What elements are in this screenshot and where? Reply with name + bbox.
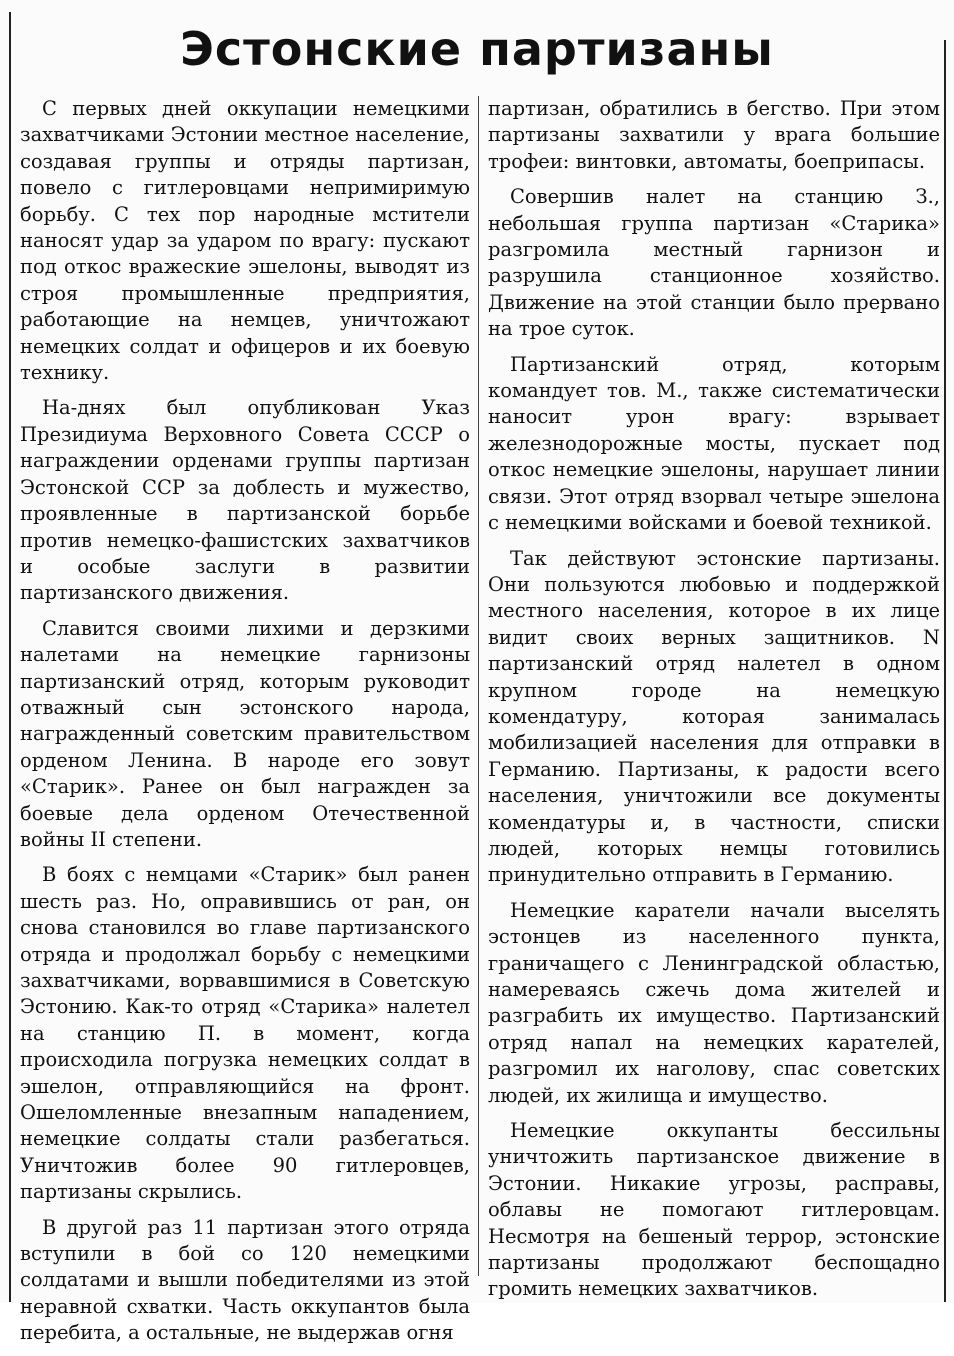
paragraph: В боях с немцами «Старик» был ранен шесть раз. Но, оправившись от ран, он снова становился во главе партизанского отряда и продолжал борьбу с немецкими захватчиками, ворвавшимися в Советскую Эстонию. Как-то отряд «Старика» налетел на станцию П. в момент, когда происходила погрузка немецких солдат в эшелон, отправляющийся на фронт. Ошеломленные внезапным нападением, немецкие солдаты стали разбегаться. Уничтожив более 90 гитлеровцев, партизаны скрылись. <box>20 863 470 1204</box>
paragraph: На-днях был опубликован Указ Президиума Верховного Совета СССР о награждении орденами группы партизан Эстонской ССР за доблесть и мужество, проявленные в партизанской борьбе против немецко-фашистских захватчиков и особые заслуги в развитии партизанского движения. <box>20 396 470 605</box>
right-border-rule <box>944 40 946 1302</box>
paragraph: Немецкие каратели начали выселять эстонцев из населенного пункта, граничащего с Ленинградской областью, намереваясь сжечь дома жителей и разграбить их имущество. Партизанский отряд напал на немецких карателей, разгромил их наголову, спас советских людей, их жилища и имущество. <box>488 898 940 1107</box>
right-column <box>488 96 940 1312</box>
left-border-rule <box>9 12 11 1302</box>
left-column <box>20 96 470 1356</box>
paragraph: Немецкие оккупанты бессильны уничтожить партизанское движение в Эстонии. Никакие угрозы, расправы, облавы не помогают гитлеровцам. Несмотря на бешеный террор, эстонские партизаны продолжают беспощадно громить немецких захватчиков. <box>488 1119 940 1301</box>
paragraph: С первых дней оккупации немецкими захватчиками Эстонии местное население, создавая группы и отряды партизан, повело с гитлеровцами непримиримую борьбу. С тех пор народные мстители наносят удар за ударом по врагу: пускают под откос вражеские эшелоны, выводят из строя промышленные предприятия, работающие на немцев, уничтожают немецких солдат и офицеров и их боевую технику. <box>20 97 470 385</box>
paragraph: В другой раз 11 партизан этого отряда вступили в бой со 120 немецкими солдатами и вышли победителями из этой неравной схватки. Часть оккупантов была перебита, а остальные, не выдержав огня <box>20 1215 470 1345</box>
paragraph: Партизанский отряд, которым командует тов. М., также систематически наносит урон врагу: взрывает железнодорожные мосты, пускает под откос немецкие эшелоны, нарушает линии связи. Этот отряд взорвал четыре эшелона с немецкими войсками и боевой техникой. <box>488 352 940 535</box>
article-title: Эстонские партизаны <box>180 22 774 76</box>
column-divider <box>478 96 479 1276</box>
paragraph: Совершив налет на станцию З., небольшая группа партизан «Старика» разгромила местный гарнизон и разрушила станционное хозяйство. Движение на этой станции было прервано на трое суток. <box>488 185 940 341</box>
paragraph: Славится своими лихими и дерзкими налетами на немецкие гарнизоны партизанский отряд, которым руководит отважный сын эстонского народа, награжденный советским правительством орденом Ленина. В народе его зовут «Старик». Ранее он был награжден за боевые дела орденом Отечественной войны II степени. <box>20 616 470 851</box>
paragraph-continued: партизан, обратились в бегство. При этом партизаны захватили у врага большие трофеи: винтовки, автоматы, боеприпасы. <box>488 97 940 173</box>
paragraph: Так действуют эстонские партизаны. Они пользуются любовью и поддержкой местного населения, которое в их лице видит своих верных защитников. N партизанский отряд налетел в одном крупном городе на немецкую комендатуру, которая занималась мобилизацией населения для отправки в Германию. Партизаны, к радости всего населения, уничтожили все документы комендатуры и, в частности, списки людей, которых немцы готовились принудительно отправить в Германию. <box>488 546 940 887</box>
